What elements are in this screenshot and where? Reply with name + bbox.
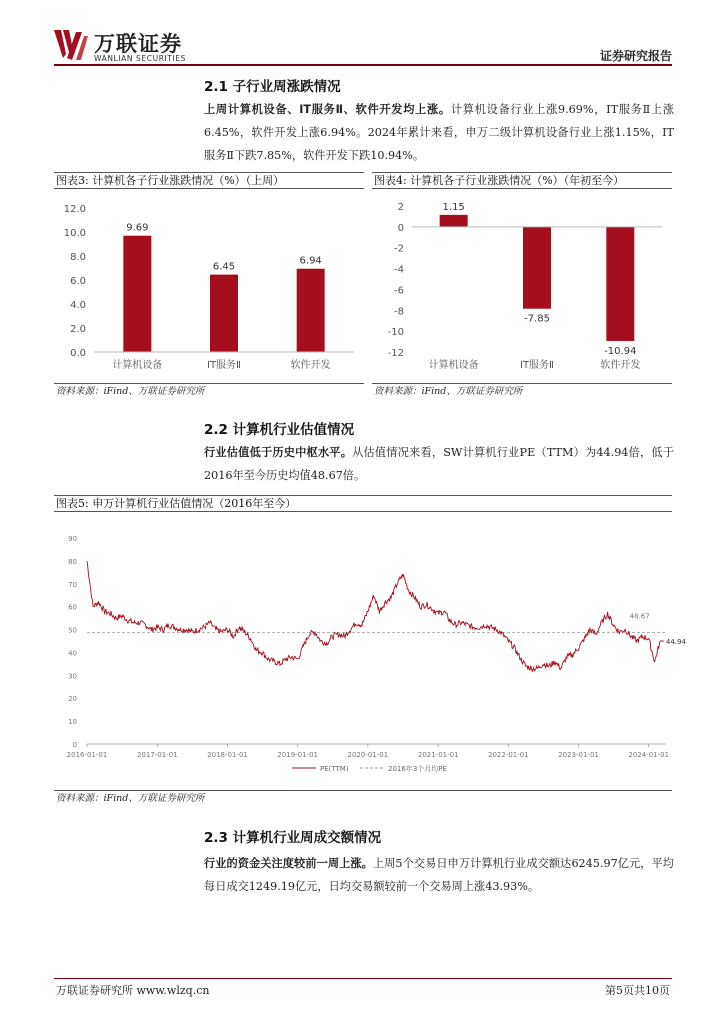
- y-tick-label: -10: [387, 327, 404, 339]
- brand-logo: [54, 28, 204, 68]
- y-tick-label: 4.0: [70, 300, 86, 311]
- x-tick-label: 2020-01-01: [347, 751, 389, 759]
- brand-name-cn: 万联证券: [94, 32, 182, 56]
- section-2-3-title: 2.3 计算机行业周成交额情况: [204, 830, 382, 846]
- y-tick-label: -2: [394, 243, 404, 255]
- x-tick-label: IT服务Ⅱ: [520, 360, 554, 371]
- y-tick-label: -8: [394, 306, 404, 318]
- section-2-1-lead: 上周计算机设备、IT服务Ⅱ、软件开发均上涨。: [204, 103, 451, 116]
- y-tick-label: 0.0: [70, 348, 86, 359]
- y-tick-label: -6: [394, 285, 404, 297]
- x-tick-label: 2018-01-01: [207, 751, 248, 759]
- data-label: -7.85: [524, 313, 550, 325]
- figure-4-chart: [372, 192, 672, 380]
- y-tick-label: -4: [394, 264, 404, 276]
- section-2-3-body: 上周5个交易日申万计算机行业成交额达6245.97亿元，平均每日成交1249.19亿元，日均交易额较前一个交易周上涨43.93%。: [204, 857, 674, 893]
- data-label: 9.69: [126, 222, 149, 234]
- footer-divider: [54, 978, 672, 979]
- section-2-1-body: 计算机设备行业上涨9.69%，IT服务Ⅱ上涨6.45%，软件开发上涨6.94%。2024年累计来看，申万二级计算机设备行业上涨1.15%，IT服务Ⅱ下跌7.85%，软件开发下跌10.94%。: [204, 103, 675, 162]
- y-tick-label: 8.0: [70, 252, 86, 263]
- y-tick-label: 70: [68, 580, 77, 589]
- section-2-2-lead: 行业估值低于历史中枢水平。: [204, 446, 353, 459]
- bar: [606, 227, 634, 341]
- brand-logo-icon: [54, 28, 88, 62]
- y-tick-label: 30: [68, 672, 77, 681]
- data-label: 6.45: [212, 261, 236, 273]
- x-tick-label: IT服务Ⅱ: [207, 360, 241, 371]
- y-tick-label: 80: [68, 557, 77, 566]
- bar: [440, 215, 468, 227]
- section-2-1-title: 2.1 子行业周涨跌情况: [204, 79, 341, 95]
- section-2-1-paragraph: [204, 98, 674, 167]
- brand-name-en: WANLIAN SECURITIES: [94, 54, 187, 63]
- figure-3-caption: 图表3: 计算机各子行业涨跌情况（%）（上周）: [54, 172, 364, 189]
- section-2-3-lead: 行业的资金关注度较前一周上涨。: [204, 857, 373, 870]
- x-tick-label: 2023-01-01: [558, 751, 599, 759]
- figure-3-source: 资料来源：iFind、万联证券研究所: [54, 383, 364, 397]
- section-2-2-paragraph: [204, 441, 674, 487]
- y-tick-label: 0: [397, 222, 404, 234]
- x-tick-label: 计算机设备: [428, 360, 479, 371]
- y-tick-label: 60: [68, 603, 77, 612]
- section-2-3-paragraph: [204, 852, 674, 898]
- report-type: 证券研究报告: [599, 49, 672, 63]
- bar: [297, 269, 325, 352]
- y-tick-label: 40: [68, 649, 77, 658]
- page-header: [0, 0, 724, 72]
- x-tick-label: 2021-01-01: [417, 751, 459, 759]
- data-label: 1.15: [442, 201, 465, 213]
- page-number: 第5页共10页: [605, 984, 670, 997]
- y-tick-label: 12.0: [63, 204, 86, 215]
- header-divider: [54, 64, 672, 66]
- legend-label-pe: PE(TTM): [320, 765, 349, 773]
- y-tick-label: 2.0: [70, 324, 86, 335]
- y-tick-label: -12: [387, 348, 404, 359]
- y-tick-label: 10: [68, 718, 77, 727]
- y-tick-label: 50: [68, 626, 77, 635]
- figure-5-source: 资料来源：iFind、万联证券研究所: [54, 790, 672, 804]
- x-tick-label: 2019-01-01: [277, 751, 319, 759]
- y-tick-label: 2: [397, 202, 404, 213]
- footer-source: 万联证券研究所 www.wlzq.cn: [56, 984, 210, 997]
- y-tick-label: 90: [68, 535, 77, 543]
- x-tick-label: 软件开发: [290, 360, 331, 371]
- figure-4-caption: 图表4: 计算机各子行业涨跌情况（%）（年初至今）: [372, 172, 672, 189]
- x-tick-label: 软件开发: [600, 360, 641, 371]
- data-label: 6.94: [299, 255, 322, 267]
- figure-3-chart: [54, 192, 364, 380]
- bar: [123, 236, 151, 352]
- y-tick-label: 6.0: [70, 276, 86, 287]
- section-2-2-title: 2.2 计算机行业估值情况: [204, 422, 355, 438]
- x-tick-label: 2022-01-01: [488, 751, 529, 759]
- figure-4-source: 资料来源：iFind、万联证券研究所: [372, 383, 672, 397]
- latest-annotation: 44.94: [665, 638, 686, 647]
- y-tick-label: 10.0: [63, 228, 86, 239]
- section-2-2-body: 从估值情况来看，SW计算机行业PE（TTM）为44.94倍，低于2016年至今历史均值48.67倍。: [204, 446, 674, 482]
- figure-5-caption: 图表5: 申万计算机行业估值情况（2016年至今）: [54, 495, 672, 512]
- mean-annotation: 48.67: [629, 612, 650, 621]
- x-tick-label: 计算机设备: [112, 360, 163, 371]
- x-tick-label: 2016-01-01: [66, 751, 108, 759]
- pe-series-line: [87, 561, 664, 672]
- figure-5-chart: [54, 516, 686, 786]
- x-tick-label: 2017-01-01: [137, 751, 178, 759]
- bar: [523, 227, 551, 309]
- y-tick-label: 0: [72, 741, 77, 749]
- bar: [210, 275, 238, 352]
- y-tick-label: 20: [68, 695, 77, 704]
- x-tick-label: 2024-01-01: [628, 751, 670, 759]
- legend-label-mean: 2016年3个月均PE: [388, 765, 447, 773]
- data-label: -10.94: [604, 345, 637, 357]
